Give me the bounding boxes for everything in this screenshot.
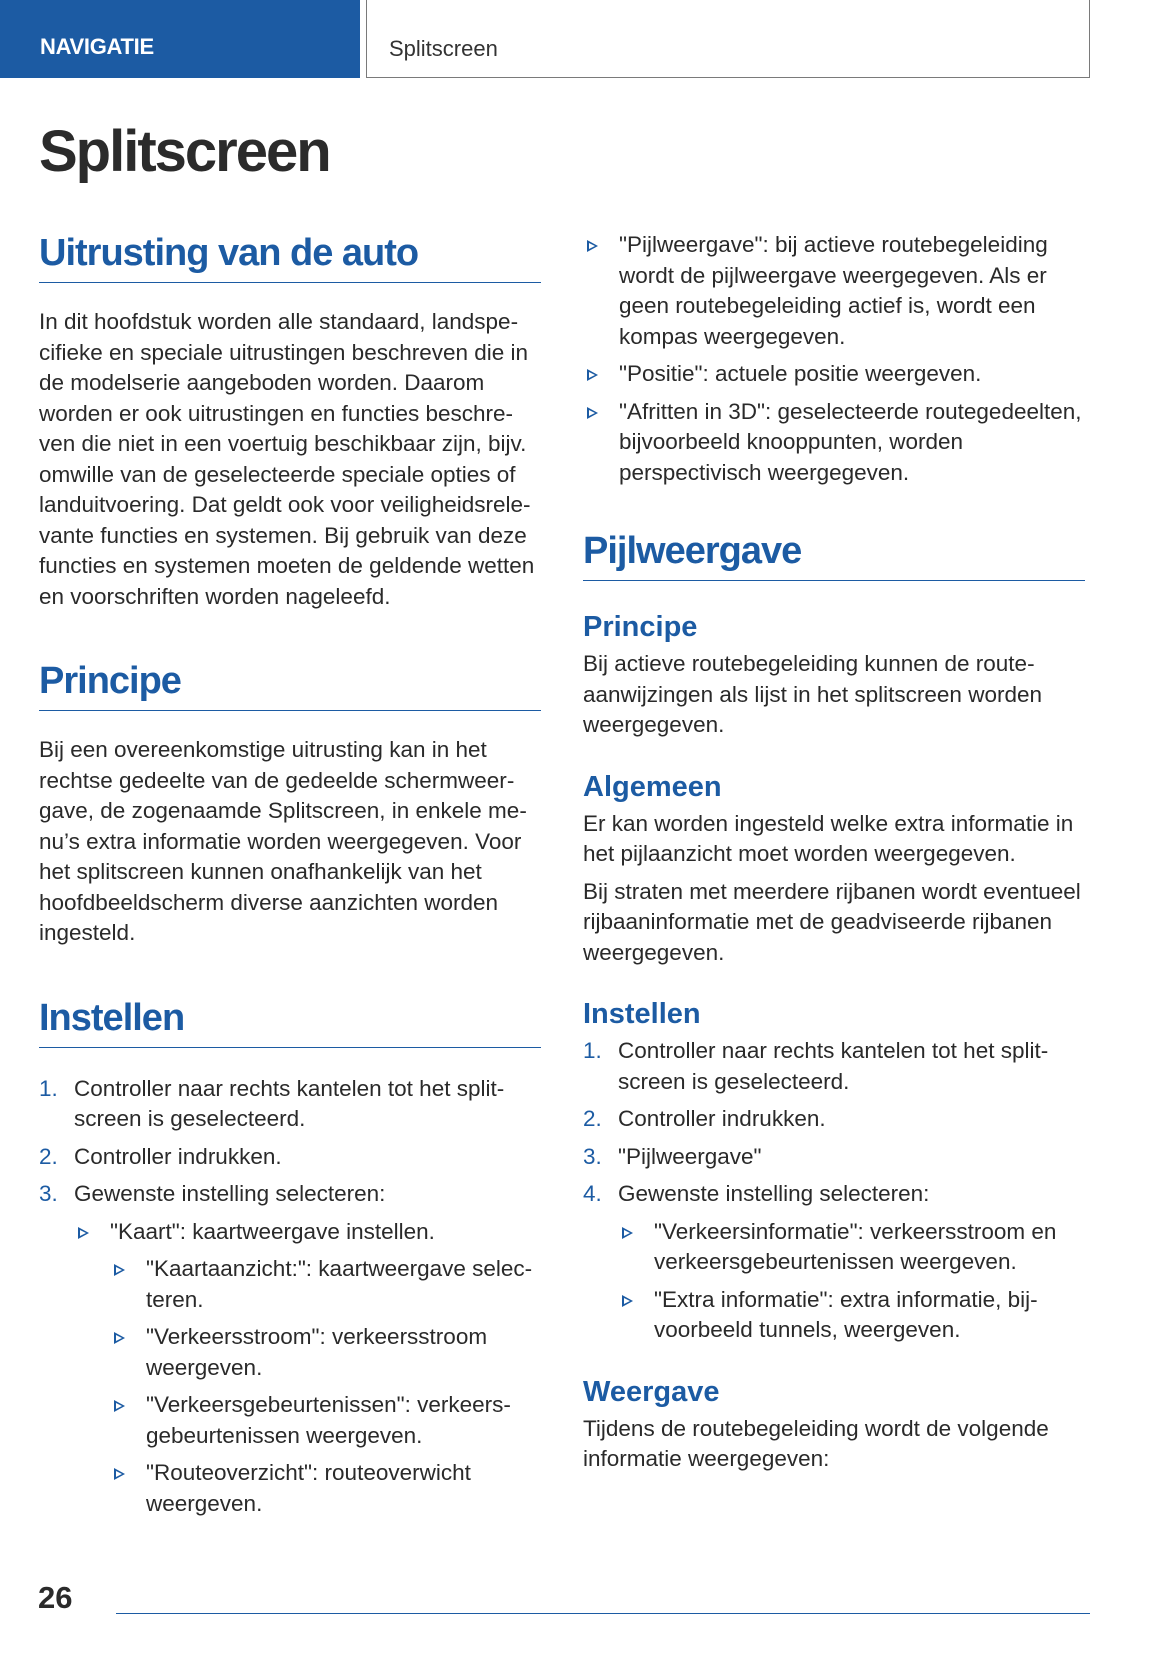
step-text: "Pijlweergave" xyxy=(618,1143,762,1169)
step-number: 2. xyxy=(39,1143,58,1169)
triangle-bullet-icon xyxy=(622,1295,633,1307)
bullet-list xyxy=(74,1217,541,1520)
list-item xyxy=(583,1104,1085,1135)
list-item xyxy=(39,1074,541,1135)
step-number: 3. xyxy=(583,1143,602,1169)
list-item xyxy=(110,1390,541,1451)
step-text: Controller indrukken. xyxy=(618,1106,826,1131)
steps-list-left xyxy=(39,1074,541,1520)
list-item xyxy=(583,1036,1085,1097)
step-number: 3. xyxy=(39,1181,58,1206)
right-column xyxy=(583,230,1085,1475)
bullet-text: "Pijlweergave": bij actieve routebegeleiding wordt de pijlweergave weergegeven. Als er geen routebegeleiding actief is, wordt een kompas weergegeven. xyxy=(619,232,1048,349)
bullet-text: "Routeoverzicht": routeoverwicht weergeven. xyxy=(146,1460,471,1516)
list-item xyxy=(583,230,1085,352)
steps-list-right xyxy=(583,1036,1085,1346)
list-item xyxy=(39,1142,541,1173)
list-item xyxy=(583,359,1085,390)
triangle-bullet-icon xyxy=(114,1264,125,1276)
list-item xyxy=(110,1458,541,1519)
heading-algemeen: Algemeen xyxy=(583,770,722,803)
heading-instellen-right: Instellen xyxy=(583,998,701,1030)
triangle-bullet-icon xyxy=(587,407,598,419)
triangle-bullet-icon xyxy=(587,369,598,381)
footer-divider xyxy=(116,1613,1090,1614)
paragraph-principe: Bij een overeenkomstige uitrusting kan in het rechtse gedeelte van de gedeelde schermweergave, de zogenaamde Splitscreen, in enkele menu’s extra informatie worden weergegeven. Voor het splitscreen kunnen onafhankelijk van het hoofdbeeldscherm diverse aanzichten worden ingesteld. xyxy=(39,737,527,945)
list-item xyxy=(618,1285,1085,1346)
breadcrumb: Splitscreen xyxy=(366,0,1090,78)
triangle-bullet-icon xyxy=(114,1400,125,1412)
heading-weergave: Weergave xyxy=(583,1375,720,1408)
triangle-bullet-icon xyxy=(587,240,598,252)
paragraph-weergave: Tijdens de routebegeleiding wordt de volgende informatie weergegeven: xyxy=(583,1415,1049,1471)
heading-principe: Principe xyxy=(39,656,541,711)
list-item xyxy=(110,1322,541,1383)
step-number: 1. xyxy=(583,1038,602,1063)
paragraph-uitrusting: In dit hoofdstuk worden alle standaard, landspecifieke en speciale uitrustingen beschreven die in de modelserie aangeboden worden. Daarom worden er ook uitrustingen en functies beschreven die niet in een voertuig beschikbaar zijn, bijv. omwille van de geselecteerde speciale opties of landuitvoering. Dat geldt ook voor veiligheidsrelevante functies en systemen. Bij gebruik van deze functies en systemen moeten de geldende wetten en voorschriften worden nageleefd. xyxy=(39,309,535,609)
list-item xyxy=(110,1254,541,1315)
step-number: 2. xyxy=(583,1106,602,1131)
bullet-list xyxy=(618,1217,1085,1346)
section-tab: NAVIGATIE xyxy=(0,0,360,78)
list-item xyxy=(74,1217,541,1520)
step-number: 4. xyxy=(583,1181,602,1206)
page-title: Splitscreen xyxy=(39,119,330,184)
list-item xyxy=(39,1179,541,1519)
step-text: Gewenste instelling selecteren: xyxy=(74,1181,386,1206)
triangle-bullet-icon xyxy=(114,1332,125,1344)
step-text: Controller indrukken. xyxy=(74,1143,282,1169)
paragraph-principe-right: Bij actieve routebegeleiding kunnen de routeaanwijzingen als lijst in het splitscreen worden weergegeven. xyxy=(583,651,1042,737)
heading-uitrusting: Uitrusting van de auto xyxy=(39,228,541,283)
page-number: 26 xyxy=(38,1580,73,1615)
bullet-text: "Kaart": kaartweergave instellen. xyxy=(110,1218,435,1244)
step-text: Controller naar rechts kantelen tot het splitscreen is geselecteerd. xyxy=(618,1038,1049,1094)
list-item xyxy=(583,1179,1085,1346)
bullet-text: "Afritten in 3D": geselecteerde routegedeelten, bijvoorbeeld knooppunten, worden perspectivisch weergegeven. xyxy=(619,398,1082,485)
list-item xyxy=(618,1217,1085,1278)
list-item xyxy=(583,397,1085,489)
sub-bullet-list xyxy=(110,1254,541,1519)
triangle-bullet-icon xyxy=(114,1468,125,1480)
bullet-text: "Positie": actuele positie weergeven. xyxy=(619,361,982,386)
triangle-bullet-icon xyxy=(78,1227,89,1239)
step-text: Controller naar rechts kantelen tot het splitscreen is geselecteerd. xyxy=(74,1075,505,1131)
paragraph-algemeen-1: Er kan worden ingesteld welke extra informatie in het pijlaanzicht moet worden weergegeven. xyxy=(583,810,1074,866)
triangle-bullet-icon xyxy=(622,1227,633,1239)
heading-principe-right: Principe xyxy=(583,611,698,643)
bullet-text: "Verkeersinformatie": verkeersstroom en verkeersgebeurtenissen weergeven. xyxy=(654,1218,1057,1274)
left-column xyxy=(39,228,541,1526)
list-item xyxy=(583,1142,1085,1173)
bullet-text: "Kaartaanzicht:": kaartweergave selecteren. xyxy=(146,1256,533,1312)
step-number: 1. xyxy=(39,1075,58,1101)
paragraph-algemeen-2: Bij straten met meerdere rijbanen wordt eventueel rijbaaninformatie met de geadviseerde rijbanen weergegeven. xyxy=(583,878,1081,965)
step-text: Gewenste instelling selecteren: xyxy=(618,1181,930,1206)
bullet-text: "Verkeersgebeurtenissen": verkeersgebeurtenissen weergeven. xyxy=(146,1392,511,1448)
bullet-list-top xyxy=(583,230,1085,488)
bullet-text: "Verkeersstroom": verkeersstroom weergeven. xyxy=(146,1324,488,1380)
bullet-text: "Extra informatie": extra informatie, bijvoorbeeld tunnels, weergeven. xyxy=(654,1286,1038,1342)
heading-instellen: Instellen xyxy=(39,993,541,1048)
heading-pijlweergave: Pijlweergave xyxy=(583,526,1085,581)
